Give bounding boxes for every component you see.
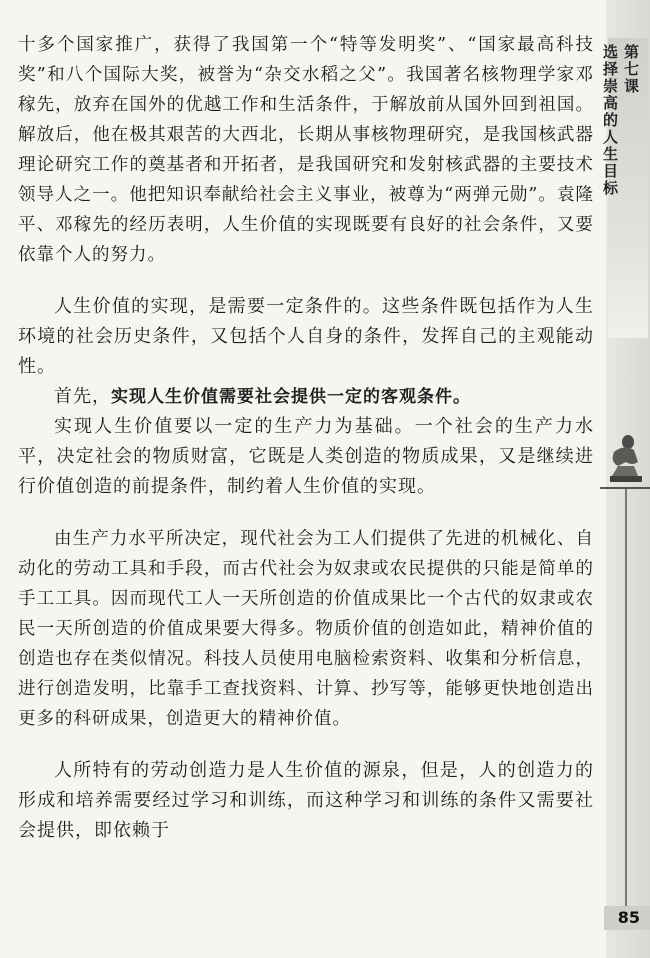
- paragraph-first-point: [18, 382, 594, 412]
- chapter-heading: [601, 44, 642, 197]
- paragraph-creativity: 人所特有的劳动创造力是人生价值的源泉，但是，人的创造力的形成和培养需要经过学习和训练，而这种学习和训练的条件又需要社会提供，即依赖于: [18, 760, 594, 841]
- paragraph-productivity: 实现人生价值要以一定的生产力为基础。一个社会的生产力水平，决定社会的物质财富，它既是人类创造的物质成果，又是继续进行价值创造的前提条件，制约着人生价值的实现。: [18, 416, 594, 497]
- thinker-statue-icon: [604, 432, 644, 484]
- first-point-prefix: 首先，: [54, 386, 111, 407]
- main-text-column: [18, 30, 594, 846]
- paragraph-conditions: 人生价值的实现，是需要一定条件的。这些条件既包括作为人生环境的社会历史条件，又包括个人自身的条件，发挥自己的主观能动性。: [18, 296, 594, 377]
- first-point-bold: 实现人生价值需要社会提供一定的客观条件。: [111, 387, 471, 407]
- lesson-label: 第七课: [622, 44, 640, 95]
- paragraph-case-study: 十多个国家推广，获得了我国第一个“特等发明奖”、“国家最高科技奖”和八个国际大奖，被誉为“杂交水稻之父”。我国著名核物理学家邓稼先，放弃在国外的优越工作和生活条件，于解放前从国外回到祖国。解放后，他在极其艰苦的大西北，长期从事核物理研究，是我国核武器理论研究工作的奠基者和开拓者，是我国研究和发射核武器的主要技术领导人之一。他把知识奉献给社会主义事业，被尊为“两弹元勋”。袁隆平、邓稼先的经历表明，人生价值的实现既要有良好的社会条件，又要依靠个人的努力。: [18, 35, 594, 265]
- margin-rule-vertical: [625, 489, 627, 909]
- page-number: 85: [617, 908, 640, 927]
- paragraph-example: 由生产力水平所决定，现代社会为工人们提供了先进的机械化、自动化的劳动工具和手段，而古代社会为奴隶或农民提供的只能是简单的手工工具。因而现代工人一天所创造的价值成果比一个古代的奴隶或农民一天所创造的价值成果要大得多。物质价值的创造如此，精神价值的创造也存在类似情况。科技人员使用电脑检索资料、收集和分析信息，进行创造发明，比靠手工查找资料、计算、抄写等，能够更快地创造出更多的科研成果，创造更大的精神价值。: [18, 529, 594, 729]
- lesson-title: 选择崇高的人生目标: [601, 44, 619, 197]
